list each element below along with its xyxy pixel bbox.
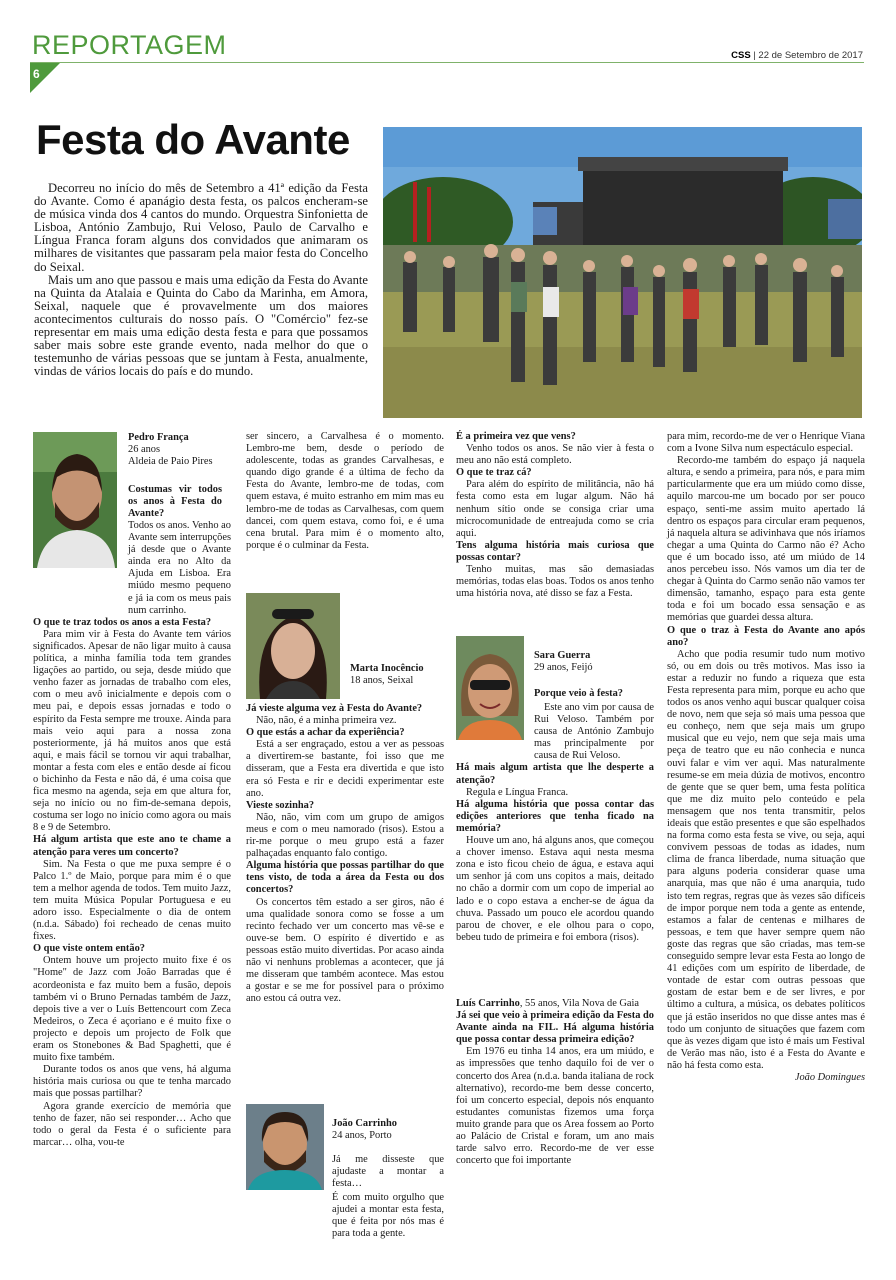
answer: Houve um ano, há alguns anos, que começou a chover imenso. Estava aqui nesta mesma zona e isto ficou cheio de água, e estava aqui um senhor já com uns copitos a mais, deitado no chão a dormir com um copo de imperial ao lado e o copo estava a encher-se de água da chuva. Passado um pouco ele acordou quando parou de chover, e ele olhou para o copo, bebeu tudo de primeira e foi embora (risos). (456, 835, 654, 943)
answer: Em 1976 eu tinha 14 anos, era um miúdo, e as impressões que tenho daquilo foi de ver o concerto dos Area (n.d.a. banda italiana de rock alternativo), recordo-me bem desse concerto, foi um concerto especial, depois nós enquanto estudantes comunistas fizemos uma força muito grande para que os Area fossem ao Porto ao Palácio de Cristal e foram, um ano mais tarde salvo erro. Recordo-me de ver esse concerto que foi importante (456, 1046, 654, 1167)
festival-crowd-illustration (383, 127, 862, 418)
portrait-woman-sunglasses (246, 593, 340, 699)
interviewee-name: Pedro França (128, 432, 189, 443)
question: Já sei que veio à primeira edição da Festa do Avante ainda na FIL. Há alguma história que possa contar dessa primeira edição? (456, 1010, 654, 1046)
col3-interview (456, 431, 654, 600)
question: Já vieste alguma vez à Festa do Avante? (246, 703, 423, 714)
interviewee-age: 26 anos (128, 444, 161, 456)
answer (33, 520, 231, 617)
lead-paragraph: Mais um ano que passou e mais uma edição da Festa do Avante na Quinta da Atalaia e Quinta do Cabo da Marinha, em Amora, Seixal, naquele que é provavelmente um dos maiores acontecimentos culturais do nosso país. O "Comércio" fez-se representar em mais uma edição desta festa e para que possamos saber mais sobre este grande evento, nada melhor do que o testemunho de várias pessoas que se juntam à Festa, anualmente, vindas de vários locais do país e do mundo. (34, 272, 368, 379)
answer: Este ano vim por causa de Rui Veloso. Também por causa de António Zambujo mas principalmente por causa de Rui Veloso. (534, 702, 654, 762)
publication-name: CSS (731, 50, 751, 61)
question: O que estás a achar da experiência? (246, 727, 405, 739)
interviewee-age-place: , 55 anos, Vila Nova de Gaia (519, 998, 640, 1009)
question: Tens alguma história mais curiosa que possas contar? (456, 539, 654, 563)
answer: para mim, recordo-me de ver o Henrique Viana com a Ivone Silva num espectáculo especial. (667, 431, 865, 455)
answer: É com muito orgulho que ajudei a montar esta festa, que é feita por nós mas é para toda a gente. (332, 1192, 444, 1240)
question: Vieste sozinha? (246, 799, 315, 811)
interviewee-name: Luís Carrinho (456, 998, 520, 1009)
sara-question-1 (534, 688, 654, 700)
interviewee-name: Marta Inocêncio (350, 663, 424, 674)
answer-text: Todos os anos. Venho ao Avante sem interrupções já desde que o Avante ainda era no Alto da Ajuda em Lisboa. Era miúdo mesmo pequeno e já ia com os meus pais num carrinho. (128, 520, 231, 616)
interviewee-age-place: 29 anos, Feijó (534, 662, 593, 674)
question: Porque veio à festa? (534, 688, 623, 699)
issue-date: | 22 de Setembro de 2017 (753, 50, 863, 61)
marta-interview (246, 703, 444, 1005)
interviewee-place: Aldeia de Paio Pires (128, 456, 213, 468)
sara-header (534, 650, 654, 674)
interviewee-name: João Carrinho (332, 1118, 397, 1129)
section-title: REPORTAGEM (32, 30, 227, 60)
luis-interview (456, 998, 654, 1167)
question: O que viste ontem então? (33, 943, 145, 955)
question: O que te traz todos os anos a esta Festa? (33, 616, 212, 628)
question: Há alguma história que possa contar das edições anteriores que tenha ficado na memória? (456, 798, 654, 834)
answer: Agora grande exercício de memória que tenho de fazer, não sei responder… Acho que todo o geral da Festa é o suficiente para marcar… olha, vou-te (33, 1100, 231, 1148)
answer: Tenho muitas, mas são demasiadas memórias, todas elas boas. Todos os anos tenho uma história nova, até disso se faz a Festa. (456, 564, 654, 600)
answer: Ontem houve um projecto muito fixe é os "Home" de Jazz com João Barradas que é acordeonista e faz muito bem a fusão, depois também vi o Bruno Pernadas também de Jazz, depois tive a ver o Luís Bettencourt com Zeca Medeiros, o Zeca é açoriano e é muito fixe o projecto e depois um projecto de Folk que eram os Stonebones & Bad Spaghetti, que é muito fixe também. (33, 955, 231, 1064)
pedro-interview (33, 520, 231, 1149)
question: Costumas vir todos os anos à Festa do Avante? (128, 484, 222, 520)
answer: Está a ser engraçado, estou a ver as pessoas a divertirem-se bastante, foi isso que me disseram, que a Festa era divertida e que isto era só Festa e rir e decidi experimentar este ano. (246, 739, 444, 799)
joao-carrinho-question (332, 1154, 444, 1190)
joao-carrinho-answer (246, 1192, 444, 1240)
interviewee-age-place: 24 anos, Porto (332, 1130, 392, 1142)
interviewee-name: Sara Guerra (534, 650, 591, 661)
answer: Sim. Na Festa o que me puxa sempre é o Palco 1.º de Maio, porque para mim é o que tem a melhor agenda de todos. Tem muito Jazz, tem muita Música Popular Portuguesa e eu adoro isso. Especialmente o dia de ontem (n.d.a. Sábado) foi recheado de cenas muito fixes. (33, 858, 231, 943)
luis-interview-continued (667, 431, 865, 1084)
luis-header (456, 998, 654, 1010)
author-signature: João Domingues (794, 1071, 865, 1083)
question: É a primeira vez que vens? (456, 431, 576, 442)
answer: Já me disseste que ajudaste a montar a festa… (332, 1154, 444, 1190)
joao-carrinho-photo (246, 1104, 324, 1190)
article-lead (34, 182, 368, 378)
interviewee-age-place: 18 anos, Seixal (350, 675, 414, 687)
question: Há algum artista que este ano te chame a atenção para veres um concerto? (33, 834, 231, 858)
question: O que te traz cá? (456, 467, 532, 479)
header-rule (30, 62, 864, 63)
answer: Venho todos os anos. Se não vier à festa o meu ano não está completo. (456, 443, 654, 467)
answer: Para além do espírito de militância, não há festa como esta em lugar algum. Não há nenhum sítio onde se consiga criar uma microcomunidade de entreajuda como se cria aqui. (456, 479, 654, 539)
answer: Acho que podia resumir tudo num motivo só, ou em dois ou três motivos. Mas isso ia estar a reduzir no fundo a riqueza que esta Festa representa para mim, porque eu acho que todos os anos venho aqui buscar qualquer coisa de novo, nem que seja só mais uma pessoa que eu conheço, nem que seja mais um grupo musical que eu vejo, nem que seja mais uma peça de teatro que eu não conhecia e nunca ouvi falar e vim ver aqui. Mas naturalmente resume-se em meia dúzia de motivos, encontro de gente que se quer bem, uma festa política que me diz muito pelo conteúdo e pela mensagem que nos tenta transmitir, pelos ideais que estão presentes e que são espelhados na forma como esta festa se vive, ou seja, aqui convivem pessoas de todas as idades, num clima de franca liberdade, numa situação que para alguns poderia considerar quase uma anarquia, mas que não é uma anarquia, tudo isto tem regras, regras que às vezes são difíceis de impor porque nem toda a gente as entende, estamos a falar de centenas e milhares de pessoas, e tem que haver sempre quem não goste das regras que são criadas, mas tem-se conseguido sempre levar esta Festa ao longo de 41 edições com um espírito de liberdade, de vontade de estar com outras pessoas que gostam de estar bem e de ser livres, e por último a cultura, a música, os debates políticos que já estão inseridos no que disse antes mas é todo um conjunto de situações que fazem com que às vezes digam que isto é mais um Festival de Verão mas não, isto é a Festa do Avante e não há festa como esta. (667, 648, 865, 1071)
pedro-question-1 (128, 484, 222, 520)
answer: Os concertos têm estado a ser giros, não é uma qualidade sonora como se fosse a um recinto fechado ver um concerto mas vê-se e ouve-se bem. O espírito é divertido e as pessoas estão muito divertidas. Por acaso ainda não vi nenhuns problemas a acontecer, que já me disseram que também acontece. Mas estou a gostar e se me for possível para o próximo ano estou cá outra vez. (246, 896, 444, 1005)
sara-interview (456, 702, 654, 944)
portrait-young-man (246, 1104, 324, 1190)
page-number: 6 (33, 67, 40, 81)
joao-carrinho-header (332, 1118, 444, 1142)
question: O que o traz à Festa do Avante ano após ano? (667, 624, 865, 648)
pedro-header (128, 432, 222, 468)
pedro-interview-continued (246, 431, 444, 552)
marta-inocencio-photo (246, 593, 340, 699)
article-title: Festa do Avante (36, 116, 350, 163)
answer: Para mim vir à Festa do Avante tem vários significados. Apesar de não ligar muito à causa política, a minha família toda tem grandes ligações ao partido, ou seja, desde miúdo que venho fazer as jornadas de trabalho com eles, com o meu avô inicialmente e depois com o meu pai, e depois essas jornadas e todo o espírito da Festa sempre me trouxe. Ainda para mais veio aqui para a nossa zona posteriormente, já há muitos anos que está aqui, e mais fácil se tornou vir aqui trabalhar, montar a festa com eles e então desde aí ficou o bichinho da Festa e não dá, é uma coisa que fica mesmo na agenda, seja em que altura for, seja no início ou no fim-de-semana depois, costuma ser logo no início como agora ou mais 8 e 9 de Setembro. (33, 628, 231, 834)
answer: Recordo-me também do espaço já naquela altura, e sendo a primeira, para nós, e para mim particularmente que era um miúdo como disse, aquilo marcou-me um bocado por ser pouco espaço, senti-me assim muito apertado lá dentro os espaços para circular eram pequenos, já naquela altura se adivinhava que nós iríamos chegar a uma Quinta do Carmo não é? Acho que é um bocado isso, até um miúdo de 14 anos percebeu isso. Nós vamos um dia ter de chegar à Quinta do Carmo senão não vamos ter dimensão, tamanho, espaço para esta gente toda e foi um bocado essa sensação e as memórias que guardei dessa altura. (667, 455, 865, 624)
lead-paragraph: Decorreu no início do mês de Setembro a 41ª edição da Festa do Avante. Como é apanágio desta festa, os palcos encheram-se de música vinda dos 4 cantos do mundo. Orquestra Sinfonietta de Lisboa, António Zambujo, Rui Veloso, Paulo de Carvalho e Língua Franca foram alguns dos convidados que animaram os milhares de visitantes que passaram pela maior festa do Concelho do Seixal. (34, 181, 368, 274)
answer: Não, não, vim com um grupo de amigos meus e com o meu namorado (risos). Estou a rir-me porque o meu grupo está a fazer palhaçadas enquanto falo contigo. (246, 811, 444, 860)
question: Alguma história que possas partilhar do que tens visto, de toda a área da Festa ou dos concertos? (246, 860, 444, 896)
marta-header (350, 663, 444, 687)
issue-info (731, 50, 863, 61)
festival-crowd-photo (383, 127, 862, 418)
answer: Não, não, é a minha primeira vez. (256, 715, 397, 727)
question: Há mais algum artista que lhe desperte a atenção? (456, 762, 654, 786)
answer: ser sincero, a Carvalhesa é o momento. Lembro-me bem, desde o período de adolescente, todas as grandes Carvalhesas, e quando digo grande é a última de fecho da Festa do Avante, lembro-me de todas, com quem estava, é muito estranho em mim mas eu lembro-me de todas as Carvalhesas, com quem dancei, com quem estava, como foi, e é uma cena brutal. Para mim é o momento alto, porque é o culminar da Festa. (246, 431, 444, 551)
answer: Durante todos os anos que vens, há alguma história mais curiosa ou que te tenha marcado mais que possas partilhar? (33, 1064, 231, 1100)
answer: Regula e Língua Franca. (466, 786, 569, 798)
